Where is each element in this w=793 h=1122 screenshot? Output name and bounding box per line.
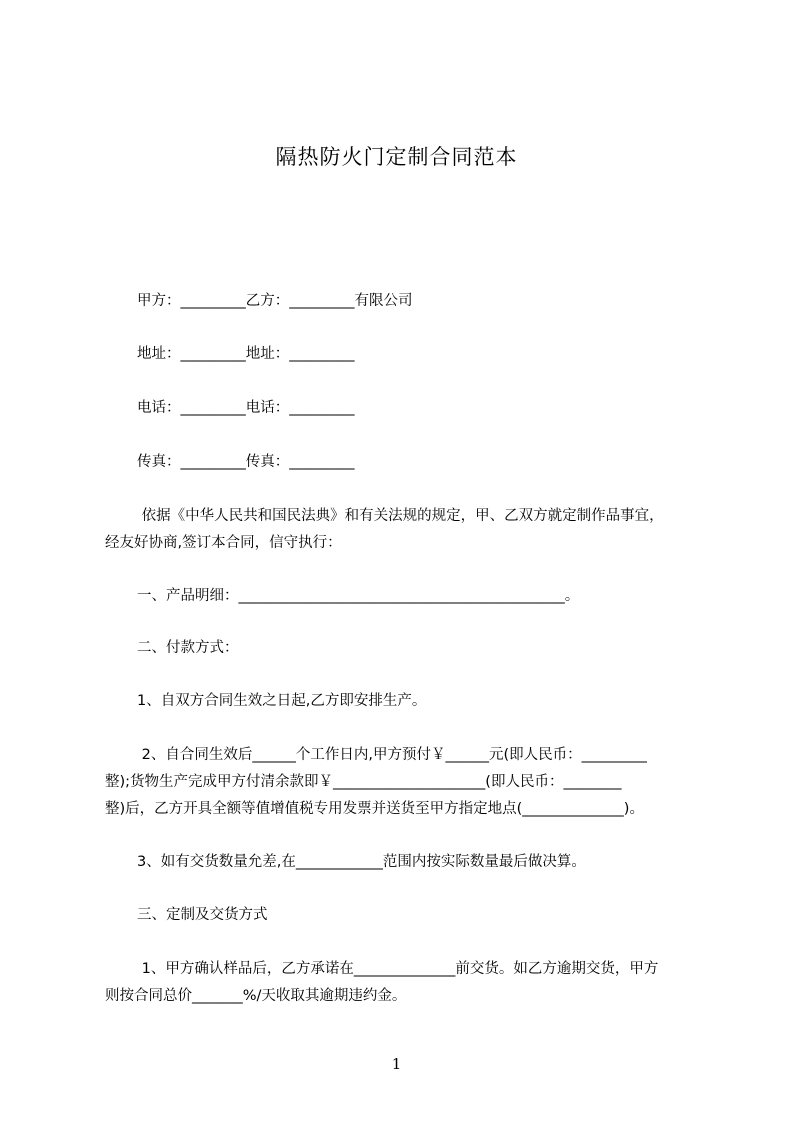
party-names-line: 甲方：_________乙方：_________有限公司	[137, 293, 413, 309]
delivery-clause-1-line-1: 1、甲方确认样品后，乙方承诺在______________前交货。如乙方逾期交货，甲方	[137, 961, 659, 977]
payment-clause-2-line-2: 整);货物生产完成甲方付清余款即￥_____________________(即人民币：________	[105, 774, 622, 790]
fax-line: 传真：_________传真：_________	[137, 454, 355, 470]
section-1-product-details: 一、产品明细：_____________________________________________。	[137, 588, 580, 604]
payment-clause-2-line-3: 整)后，乙方开具全额等值增值税专用发票并送货至甲方指定地点(______________)。	[105, 801, 644, 817]
payment-clause-3: 3、如有交货数量允差,在____________范围内按实际数量最后做决算。	[137, 854, 586, 870]
section-3-heading: 三、定制及交货方式	[137, 907, 268, 923]
section-2-heading: 二、付款方式：	[137, 640, 239, 656]
phone-line: 电话：_________电话：_________	[137, 400, 355, 416]
document-title: 隔热防火门定制合同范本	[275, 145, 518, 169]
preamble-line-2: 经友好协商,签订本合同，信守执行：	[105, 535, 342, 551]
payment-clause-1: 1、自双方合同生效之日起,乙方即安排生产。	[137, 693, 427, 709]
address-line: 地址：_________地址：_________	[137, 346, 355, 362]
preamble-line-1: 依据《中华人民共和国民法典》和有关法规的规定，甲、乙双方就定制作品事宜，	[137, 508, 664, 524]
delivery-clause-1-line-2: 则按合同总价_______%/天收取其逾期违约金。	[105, 988, 407, 1004]
page-number: 1	[391, 1055, 402, 1073]
payment-clause-2-line-1: 2、自合同生效后______个工作日内,甲方预付￥______元(即人民币：_________	[137, 747, 647, 763]
